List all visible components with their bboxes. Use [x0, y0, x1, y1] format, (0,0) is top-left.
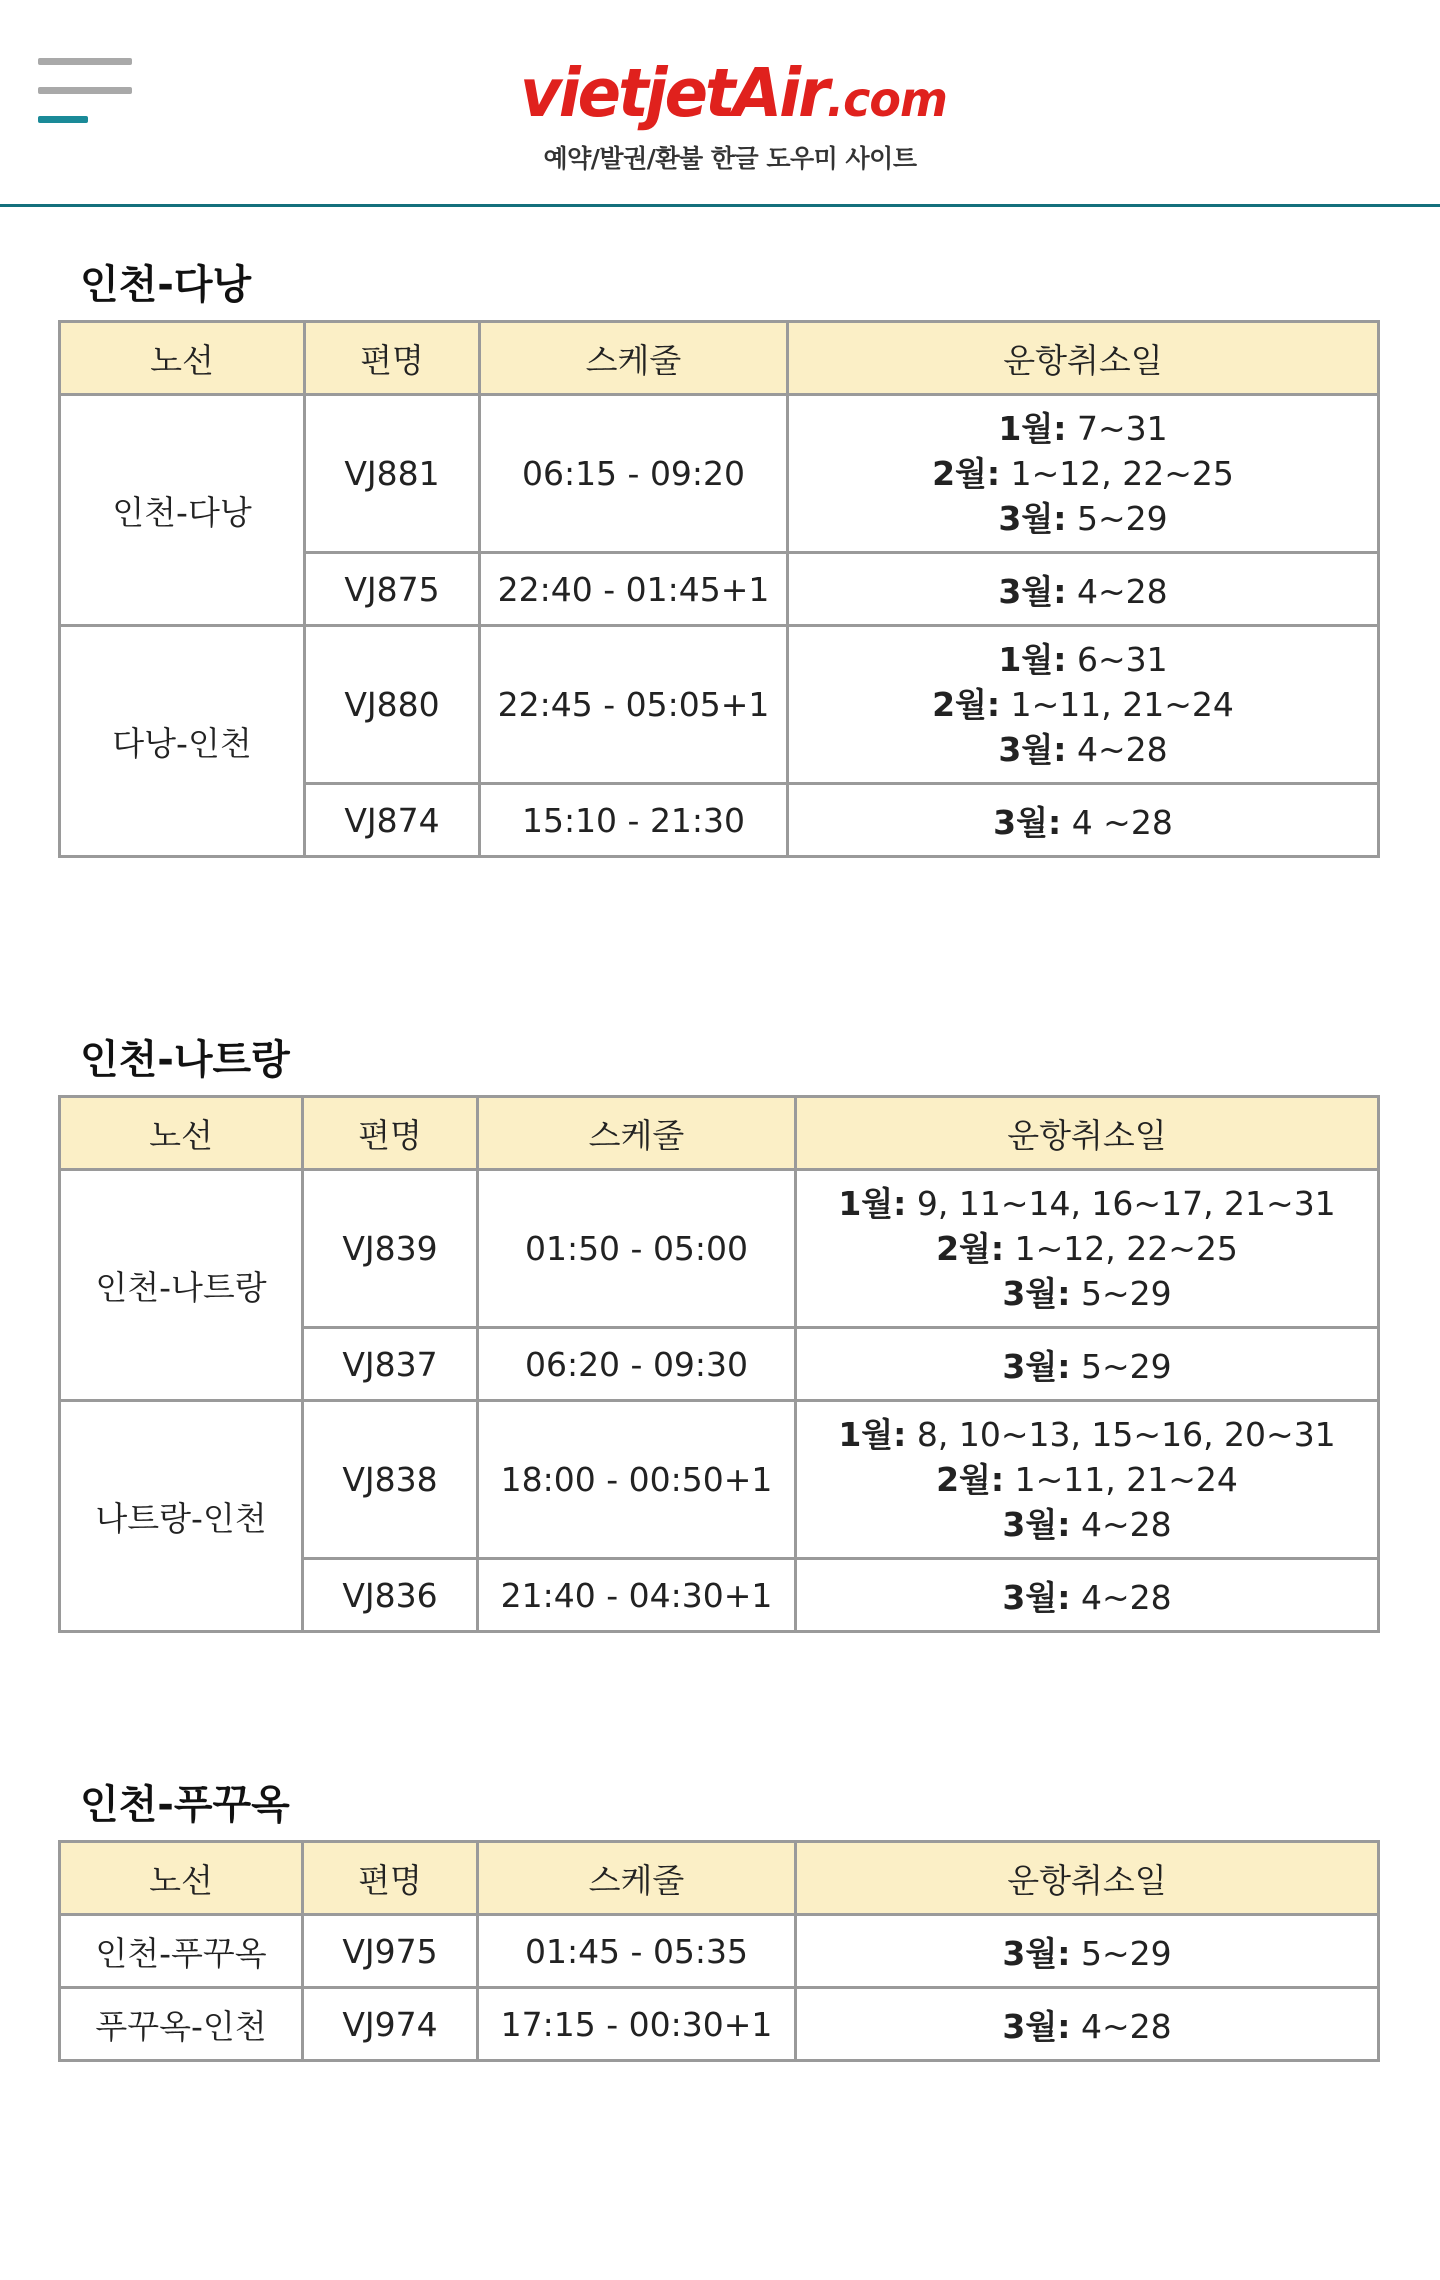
col-cancel: 운항취소일 [796, 1097, 1379, 1170]
col-flight: 편명 [305, 322, 480, 395]
cancel-line: 3월: 4~28 [1002, 1505, 1172, 1544]
table-row [60, 1915, 1379, 1988]
hamburger-menu-icon[interactable] [38, 58, 132, 130]
cancel-line: 1월: 9, 11~14, 16~17, 21~31 [838, 1184, 1336, 1223]
flight-cell: VJ875 [305, 553, 480, 626]
site-header [0, 0, 1440, 207]
cancel-cell [796, 1170, 1379, 1328]
cancel-cell [788, 395, 1379, 553]
col-flight: 편명 [303, 1097, 478, 1170]
col-flight: 편명 [303, 1842, 478, 1915]
route-cell: 인천-나트랑 [60, 1170, 303, 1401]
section-title: 인천-푸꾸옥 [80, 1782, 290, 1828]
schedule-cell: 15:10 - 21:30 [480, 784, 788, 857]
table-header-row [60, 322, 1379, 395]
section-title: 인천-다낭 [80, 262, 252, 308]
table-row [60, 1988, 1379, 2061]
section-icn-dad [58, 250, 1380, 858]
route-cell: 푸꾸옥-인천 [60, 1988, 303, 2061]
cancel-line: 1월: 6~31 [998, 640, 1168, 679]
route-cell: 나트랑-인천 [60, 1401, 303, 1632]
cancel-line: 3월: 4~28 [998, 730, 1168, 769]
cancel-cell: 3월: 5~29 [796, 1328, 1379, 1401]
col-route: 노선 [60, 1097, 303, 1170]
schedule-cell: 06:20 - 09:30 [478, 1328, 796, 1401]
section-title: 인천-나트랑 [80, 1037, 290, 1083]
cancel-line: 3월: 5~29 [998, 499, 1168, 538]
table-row [60, 395, 1379, 553]
schedule-table [58, 320, 1380, 858]
site-logo[interactable] [520, 55, 947, 174]
schedule-cell: 17:15 - 00:30+1 [478, 1988, 796, 2061]
cancel-line: 1월: 8, 10~13, 15~16, 20~31 [838, 1415, 1336, 1454]
flight-cell: VJ974 [303, 1988, 478, 2061]
col-route: 노선 [60, 1842, 303, 1915]
flight-cell: VJ874 [305, 784, 480, 857]
table-header-row [60, 1097, 1379, 1170]
section-icn-cxr [58, 1025, 1380, 1633]
cancel-line: 2월: 1~11, 21~24 [936, 1460, 1238, 1499]
flight-cell: VJ839 [303, 1170, 478, 1328]
col-cancel: 운항취소일 [796, 1842, 1379, 1915]
col-cancel: 운항취소일 [788, 322, 1379, 395]
logo-subtitle: 예약/발권/환불 한글 도우미 사이트 [543, 144, 917, 173]
col-schedule: 스케줄 [480, 322, 788, 395]
cancel-cell: 3월: 4 ~28 [788, 784, 1379, 857]
cancel-cell: 3월: 5~29 [796, 1915, 1379, 1988]
cancel-line: 2월: 1~12, 22~25 [936, 1229, 1238, 1268]
cancel-cell [788, 626, 1379, 784]
flight-cell: VJ881 [305, 395, 480, 553]
cancel-line: 1월: 7~31 [998, 409, 1168, 448]
schedule-cell: 21:40 - 04:30+1 [478, 1559, 796, 1632]
schedule-cell: 18:00 - 00:50+1 [478, 1401, 796, 1559]
table-header-row [60, 1842, 1379, 1915]
cancel-cell: 3월: 4~28 [796, 1559, 1379, 1632]
flight-cell: VJ836 [303, 1559, 478, 1632]
table-row [60, 626, 1379, 784]
schedule-cell: 22:40 - 01:45+1 [480, 553, 788, 626]
cancel-line: 3월: 5~29 [1002, 1274, 1172, 1313]
logo-wordmark: vietjetAir.com [520, 55, 947, 133]
cancel-cell: 3월: 4~28 [788, 553, 1379, 626]
cancel-cell [796, 1401, 1379, 1559]
schedule-cell: 01:50 - 05:00 [478, 1170, 796, 1328]
route-cell: 다낭-인천 [60, 626, 305, 857]
schedule-cell: 06:15 - 09:20 [480, 395, 788, 553]
cancel-line: 2월: 1~11, 21~24 [932, 685, 1234, 724]
flight-cell: VJ975 [303, 1915, 478, 1988]
section-icn-pqc [58, 1770, 1380, 2062]
col-route: 노선 [60, 322, 305, 395]
table-row [60, 1401, 1379, 1559]
schedule-cell: 01:45 - 05:35 [478, 1915, 796, 1988]
schedule-table [58, 1840, 1380, 2062]
col-schedule: 스케줄 [478, 1842, 796, 1915]
table-row [60, 1170, 1379, 1328]
flight-cell: VJ838 [303, 1401, 478, 1559]
cancel-line: 2월: 1~12, 22~25 [932, 454, 1234, 493]
cancel-cell: 3월: 4~28 [796, 1988, 1379, 2061]
schedule-cell: 22:45 - 05:05+1 [480, 626, 788, 784]
col-schedule: 스케줄 [478, 1097, 796, 1170]
flight-cell: VJ837 [303, 1328, 478, 1401]
schedule-table [58, 1095, 1380, 1633]
route-cell: 인천-다낭 [60, 395, 305, 626]
flight-cell: VJ880 [305, 626, 480, 784]
route-cell: 인천-푸꾸옥 [60, 1915, 303, 1988]
